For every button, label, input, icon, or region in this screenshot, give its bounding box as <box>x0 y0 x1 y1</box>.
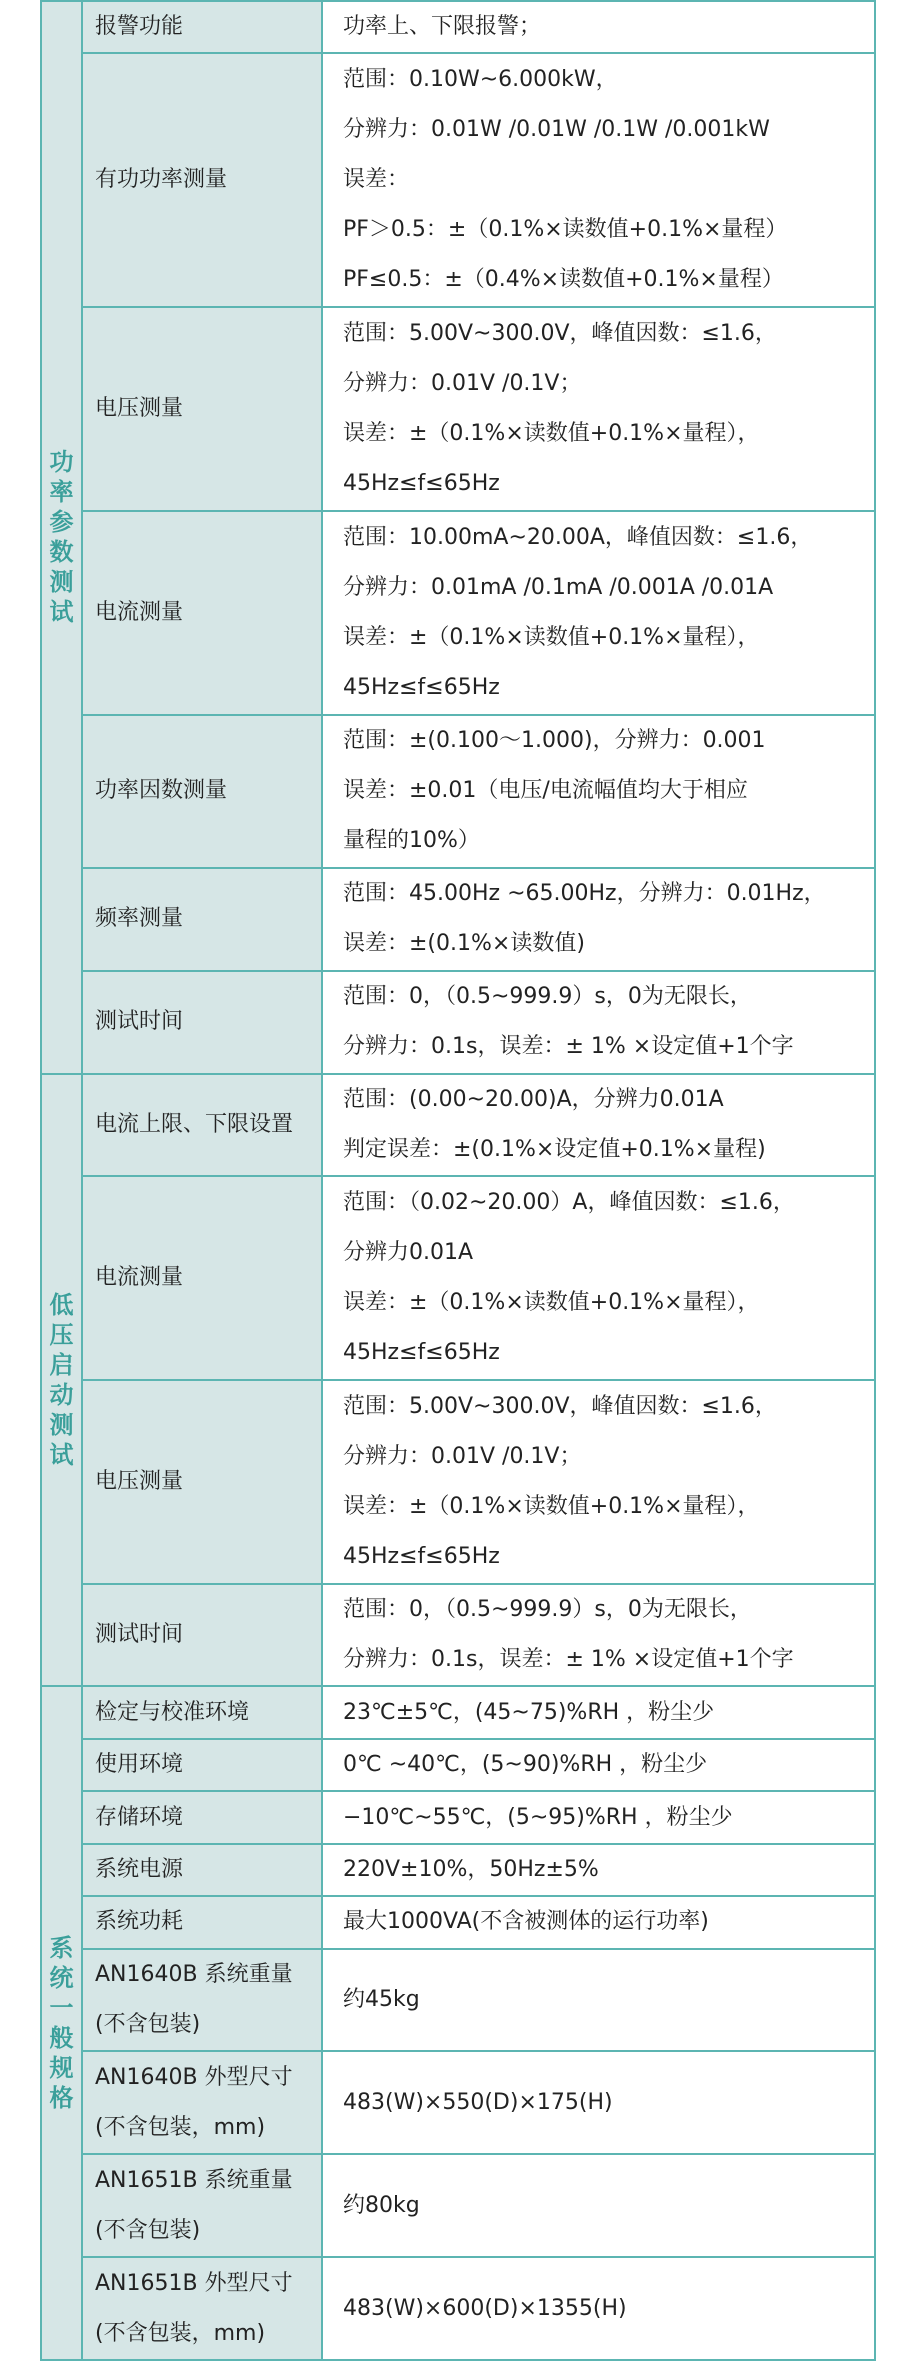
row-value-line: 量程的10%） <box>343 828 480 854</box>
row-label-line: AN1640B 系统重量 <box>95 1962 293 1987</box>
row-value <box>322 1896 875 1948</box>
row-value-line: 45Hz≤f≤65Hz <box>343 1340 500 1366</box>
row-value-line: 范围：（0.02~20.00）A，峰值因数：≤1.6， <box>343 1190 795 1216</box>
table-row <box>41 1686 875 1738</box>
row-label-line: 报警功能 <box>95 14 184 40</box>
table-row <box>41 1739 875 1791</box>
row-label-line: 测试时间 <box>95 1622 184 1648</box>
row-value <box>322 715 875 868</box>
row-value-line: 45Hz≤f≤65Hz <box>343 1543 500 1569</box>
row-label <box>82 1844 322 1896</box>
row-value-line: 误差：±0.01（电压/电流幅值均大于相应 <box>343 778 748 804</box>
row-value-line: 分辨力：0.01W /0.01W /0.1W /0.001kW <box>343 117 770 143</box>
row-label <box>82 1176 322 1380</box>
row-label <box>82 1739 322 1791</box>
row-label <box>82 2154 322 2257</box>
row-value-line: 误差：±（0.1%×读数值+0.1%×量程）， <box>343 1493 760 1519</box>
row-label-line: AN1651B 外型尺寸 <box>95 2270 293 2296</box>
row-value-line: 功率上、下限报警； <box>343 14 542 40</box>
row-value-line: 范围：45.00Hz ~65.00Hz，分辨力：0.01Hz， <box>343 881 826 907</box>
section-label-char: 规 <box>49 2054 74 2083</box>
row-value-line: 误差：±（0.1%×读数值+0.1%×量程）， <box>343 1290 760 1316</box>
row-value <box>322 2154 875 2257</box>
table-row <box>41 2154 875 2257</box>
table-row <box>41 307 875 511</box>
row-value <box>322 1380 875 1584</box>
table-row <box>41 868 875 971</box>
row-value <box>322 971 875 1074</box>
table-row <box>41 1 875 53</box>
row-value-line: PF≤0.5：±（0.4%×读数值+0.1%×量程） <box>343 267 784 293</box>
table-row <box>41 511 875 715</box>
section-label-char: 试 <box>49 1441 74 1470</box>
row-label <box>82 1896 322 1948</box>
row-value <box>322 1739 875 1791</box>
row-value-line: 范围：10.00mA~20.00A，峰值因数：≤1.6， <box>343 524 813 550</box>
row-value <box>322 1176 875 1380</box>
row-label <box>82 1584 322 1687</box>
section-label <box>41 1074 82 1687</box>
row-label-line: 系统功耗 <box>95 1909 184 1935</box>
row-value <box>322 307 875 511</box>
row-value <box>322 1584 875 1687</box>
row-value-line: 误差：±（0.1%×读数值+0.1%×量程）， <box>343 624 760 650</box>
row-value <box>322 53 875 307</box>
spec-table <box>40 0 876 2361</box>
row-value-line: 45Hz≤f≤65Hz <box>343 674 500 700</box>
row-value-line: 483(W)×600(D)×1355(H) <box>343 2295 627 2321</box>
section-label-char: 参 <box>49 508 74 537</box>
row-label-line: 存储环境 <box>95 1804 184 1830</box>
table-row <box>41 2051 875 2154</box>
row-label-line: AN1651B 系统重量 <box>95 2167 293 2193</box>
row-value-line: 分辨力0.01A <box>343 1240 474 1266</box>
row-label <box>82 511 322 715</box>
row-label <box>82 2051 322 2154</box>
row-value <box>322 1844 875 1896</box>
row-value-line: 约45kg <box>343 1987 420 2012</box>
row-value <box>322 2051 875 2154</box>
row-value-line: 45Hz≤f≤65Hz <box>343 471 500 497</box>
row-value <box>322 2257 875 2360</box>
row-label <box>82 2257 322 2360</box>
row-label-line: 电压测量 <box>95 1468 184 1494</box>
row-value <box>322 1949 875 2052</box>
table-row <box>41 715 875 868</box>
table-row <box>41 1380 875 1584</box>
section-label-char: 测 <box>49 568 74 597</box>
row-label-line: 频率测量 <box>95 906 184 932</box>
table-row <box>41 971 875 1074</box>
row-value-line: 约80kg <box>343 2192 420 2218</box>
section-label-char: 一 <box>49 1994 74 2023</box>
row-label-line: (不含包装，mm) <box>95 2320 266 2346</box>
row-value-line: 最大1000VA(不含被测体的运行功率) <box>343 1909 709 1935</box>
row-value <box>322 511 875 715</box>
section-label-char: 测 <box>49 1411 74 1440</box>
section-label-char: 率 <box>49 478 74 507</box>
section-label-char: 般 <box>49 2024 74 2053</box>
row-label-line: 功率因数测量 <box>95 778 228 804</box>
row-label-line: 系统电源 <box>95 1856 184 1882</box>
row-value-line: 范围：0，（0.5~999.9）s，0为无限长， <box>343 984 752 1010</box>
row-label <box>82 1686 322 1738</box>
row-value-line: 分辨力：0.1s，误差：± 1% ×设定值+1个字 <box>343 1034 794 1060</box>
row-value <box>322 1791 875 1843</box>
row-value-line: 范围：5.00V~300.0V，峰值因数：≤1.6， <box>343 1393 777 1419</box>
row-label <box>82 1380 322 1584</box>
row-value-line: 483(W)×550(D)×175(H) <box>343 2089 613 2115</box>
row-value-line: 分辨力：0.01mA /0.1mA /0.001A /0.01A <box>343 574 774 600</box>
row-label-line: 使用环境 <box>95 1752 184 1778</box>
row-value-line: 分辨力：0.01V /0.1V； <box>343 1443 582 1469</box>
section-label-char: 数 <box>49 538 74 567</box>
section-label-char: 格 <box>49 2084 74 2113</box>
row-value-line: 0℃ ~40℃，(5~90)%RH ，粉尘少 <box>343 1752 708 1778</box>
section-label-char: 启 <box>49 1351 74 1380</box>
row-value-line: 分辨力：0.1s，误差：± 1% ×设定值+1个字 <box>343 1647 794 1673</box>
row-label <box>82 1949 322 2052</box>
row-label-line: AN1640B 外型尺寸 <box>95 2064 293 2090</box>
row-value-line: 220V±10%，50Hz±5% <box>343 1856 599 1882</box>
section-label-char: 统 <box>49 1964 74 1993</box>
row-value <box>322 868 875 971</box>
table-row <box>41 1074 875 1177</box>
row-label <box>82 1074 322 1177</box>
table-row <box>41 2257 875 2360</box>
table-row <box>41 1896 875 1948</box>
row-label <box>82 1 322 53</box>
row-label <box>82 715 322 868</box>
row-label-line: 电流上限、下限设置 <box>95 1111 294 1137</box>
row-label-line: (不含包装) <box>95 2012 201 2037</box>
row-label-line: 有功功率测量 <box>95 167 228 193</box>
row-label <box>82 868 322 971</box>
row-value-line: 范围：0，（0.5~999.9）s，0为无限长， <box>343 1597 752 1623</box>
row-label-line: 电流测量 <box>95 599 184 625</box>
row-label-line: 电流测量 <box>95 1265 184 1291</box>
row-value-line: 范围：5.00V~300.0V，峰值因数：≤1.6， <box>343 321 777 347</box>
row-value <box>322 1 875 53</box>
section-label-char: 低 <box>49 1291 74 1320</box>
row-label <box>82 1791 322 1843</box>
row-label-line: 测试时间 <box>95 1009 184 1035</box>
row-value <box>322 1074 875 1177</box>
row-value-line: 23℃±5℃，(45~75)%RH ，粉尘少 <box>343 1699 715 1725</box>
section-label-char: 动 <box>49 1381 74 1410</box>
row-value-line: 范围：±(0.100～1.000)，分辨力：0.001 <box>343 728 766 754</box>
row-label <box>82 971 322 1074</box>
row-value <box>322 1686 875 1738</box>
row-label <box>82 53 322 307</box>
section-label <box>41 1686 82 2360</box>
section-label-char: 系 <box>49 1934 74 1963</box>
row-value-line: 分辨力：0.01V /0.1V； <box>343 371 582 397</box>
row-value-line: −10℃~55℃，(5~95)%RH ，粉尘少 <box>343 1804 733 1830</box>
row-value-line: 范围：(0.00~20.00)A，分辨力0.01A <box>343 1086 724 1112</box>
row-value-line: 误差：±（0.1%×读数值+0.1%×量程）， <box>343 421 760 447</box>
table-row <box>41 1949 875 2052</box>
row-value-line: PF＞0.5：±（0.1%×读数值+0.1%×量程） <box>343 217 788 243</box>
table-row <box>41 1844 875 1896</box>
table-row <box>41 1584 875 1687</box>
row-label-line: 检定与校准环境 <box>95 1699 250 1725</box>
row-value-line: 范围：0.10W~6.000kW， <box>343 67 618 93</box>
row-value-line: 误差：±(0.1%×读数值) <box>343 931 585 957</box>
section-label-char: 试 <box>49 598 74 627</box>
row-label-line: 电压测量 <box>95 396 184 422</box>
table-row <box>41 53 875 307</box>
row-label-line: (不含包装，mm) <box>95 2114 266 2140</box>
section-label-char: 功 <box>49 448 74 477</box>
table-row <box>41 1791 875 1843</box>
section-label-char: 压 <box>49 1321 74 1350</box>
row-label <box>82 307 322 511</box>
row-label-line: (不含包装) <box>95 2217 201 2243</box>
table-row <box>41 1176 875 1380</box>
section-label <box>41 1 82 1074</box>
row-value-line: 误差： <box>343 167 410 193</box>
row-value-line: 判定误差：±(0.1%×设定值+0.1%×量程) <box>343 1136 766 1162</box>
